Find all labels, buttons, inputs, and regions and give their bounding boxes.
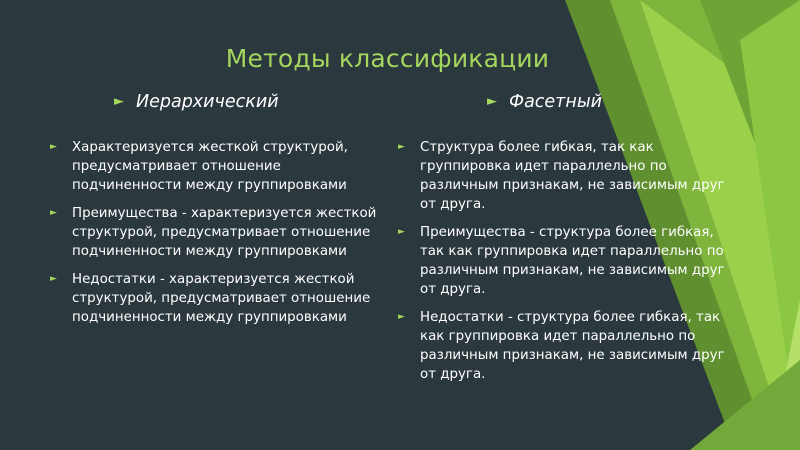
list-item-text: Характеризуется жесткой структурой, предусматривает отношение подчиненности между группировками <box>72 140 348 193</box>
list-item <box>398 308 728 384</box>
column-heading-hierarchical <box>114 92 279 116</box>
triangle-bullet-icon: ► <box>50 274 57 284</box>
triangle-bullet-icon: ► <box>398 142 405 152</box>
list-item <box>398 223 728 299</box>
list-item-text: Недостатки - характеризуется жесткой структурой, предусматривает отношение подчиненности между группировками <box>72 272 371 325</box>
list-item <box>50 204 380 261</box>
right-column-list <box>398 138 728 393</box>
triangle-bullet-icon: ► <box>50 208 57 218</box>
triangle-bullet-icon: ► <box>114 94 124 109</box>
slide-title: Методы классификации <box>225 44 550 73</box>
left-column-list <box>50 138 380 336</box>
list-item <box>50 270 380 327</box>
column-heading-faceted <box>487 92 602 116</box>
list-item-text: Преимущества - характеризуется жесткой структурой, предусматривает отношение подчиненности между группировками <box>72 206 377 259</box>
list-item <box>50 138 380 195</box>
triangle-bullet-icon: ► <box>487 94 497 109</box>
list-item <box>398 138 728 214</box>
list-item-text: Недостатки - структура более гибкая, так как группировка идет параллельно по различным признакам, не зависимым друг от друга. <box>420 310 725 382</box>
list-item-text: Структура более гибкая, так как группировка идет параллельно по различным признакам, не зависимым друг от друга. <box>420 140 725 212</box>
list-item-text: Преимущества - структура более гибкая, так как группировка идет параллельно по различным признакам, не зависимым друг от друга. <box>420 225 725 297</box>
triangle-bullet-icon: ► <box>398 227 405 237</box>
triangle-bullet-icon: ► <box>398 312 405 322</box>
column-heading-label: Иерархический <box>136 92 279 112</box>
triangle-bullet-icon: ► <box>50 142 57 152</box>
column-heading-label: Фасетный <box>509 92 603 112</box>
